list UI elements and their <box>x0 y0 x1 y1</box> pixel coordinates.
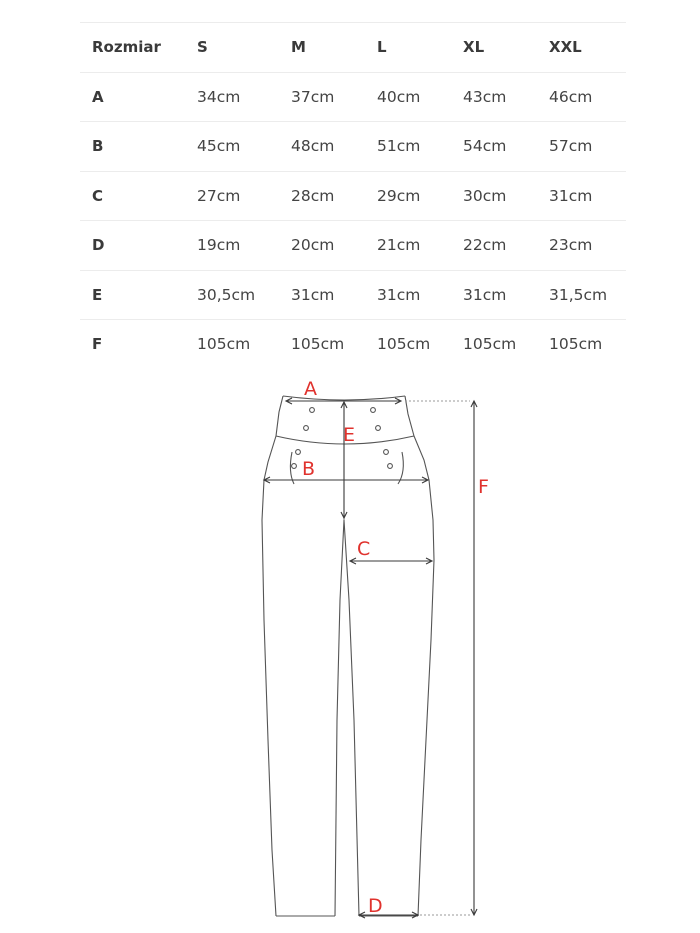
header-size-s: S <box>197 38 208 56</box>
label-f: F <box>478 476 489 498</box>
row-label: A <box>92 87 104 106</box>
table-cell: 20cm <box>291 236 335 254</box>
table-row-e <box>80 270 626 320</box>
table-cell: 23cm <box>549 236 593 254</box>
row-label: C <box>92 186 104 205</box>
table-cell: 27cm <box>197 186 241 205</box>
header-size-xl: XL <box>463 38 485 56</box>
table-cell: 34cm <box>197 87 241 106</box>
label-d: D <box>368 895 383 917</box>
measurement-lines <box>264 398 477 918</box>
table-header-row <box>80 22 626 72</box>
table-cell: 105cm <box>463 335 517 353</box>
table-cell: 22cm <box>463 236 507 254</box>
table-cell: 28cm <box>291 186 335 205</box>
table-row-d <box>80 220 626 270</box>
guide-lines <box>405 401 470 915</box>
header-size-l: L <box>377 38 387 56</box>
table-cell: 40cm <box>377 87 421 106</box>
table-cell: 30,5cm <box>197 285 256 304</box>
table-cell: 31,5cm <box>549 285 608 304</box>
row-label: D <box>92 236 105 254</box>
table-cell: 57cm <box>549 137 593 155</box>
header-size-xxl: XXL <box>549 38 582 56</box>
table-cell: 105cm <box>291 335 345 353</box>
table-cell: 31cm <box>291 285 335 304</box>
table-cell: 105cm <box>549 335 603 353</box>
table-cell: 105cm <box>377 335 431 353</box>
table-cell: 48cm <box>291 137 335 155</box>
header-size-m: M <box>291 38 306 56</box>
row-label: B <box>92 137 104 155</box>
measurement-labels <box>302 378 489 917</box>
table-cell: 30cm <box>463 186 507 205</box>
table-cell: 21cm <box>377 236 421 254</box>
size-table <box>80 22 626 369</box>
table-row-f <box>80 319 626 369</box>
table-cell: 19cm <box>197 236 241 254</box>
label-c: C <box>357 538 371 560</box>
row-label: F <box>92 335 103 353</box>
table-cell: 29cm <box>377 186 421 205</box>
table-cell: 45cm <box>197 137 241 155</box>
table-cell: 105cm <box>197 335 251 353</box>
label-b: B <box>302 458 316 480</box>
table-cell: 43cm <box>463 87 507 106</box>
table-cell: 46cm <box>549 87 593 106</box>
trousers-outline <box>262 396 434 916</box>
table-cell: 51cm <box>377 137 421 155</box>
header-rozmiar: Rozmiar <box>92 38 161 56</box>
label-e: E <box>343 424 356 446</box>
table-cell: 31cm <box>377 285 421 304</box>
table-row-c <box>80 171 626 221</box>
table-cell: 54cm <box>463 137 507 155</box>
table-row-a <box>80 72 626 122</box>
table-cell: 31cm <box>463 285 507 304</box>
row-label: E <box>92 285 103 304</box>
label-a: A <box>304 378 317 400</box>
table-cell: 31cm <box>549 186 593 205</box>
table-cell: 37cm <box>291 87 335 106</box>
table-row-b <box>80 121 626 171</box>
trousers-measurement-diagram <box>0 370 700 930</box>
